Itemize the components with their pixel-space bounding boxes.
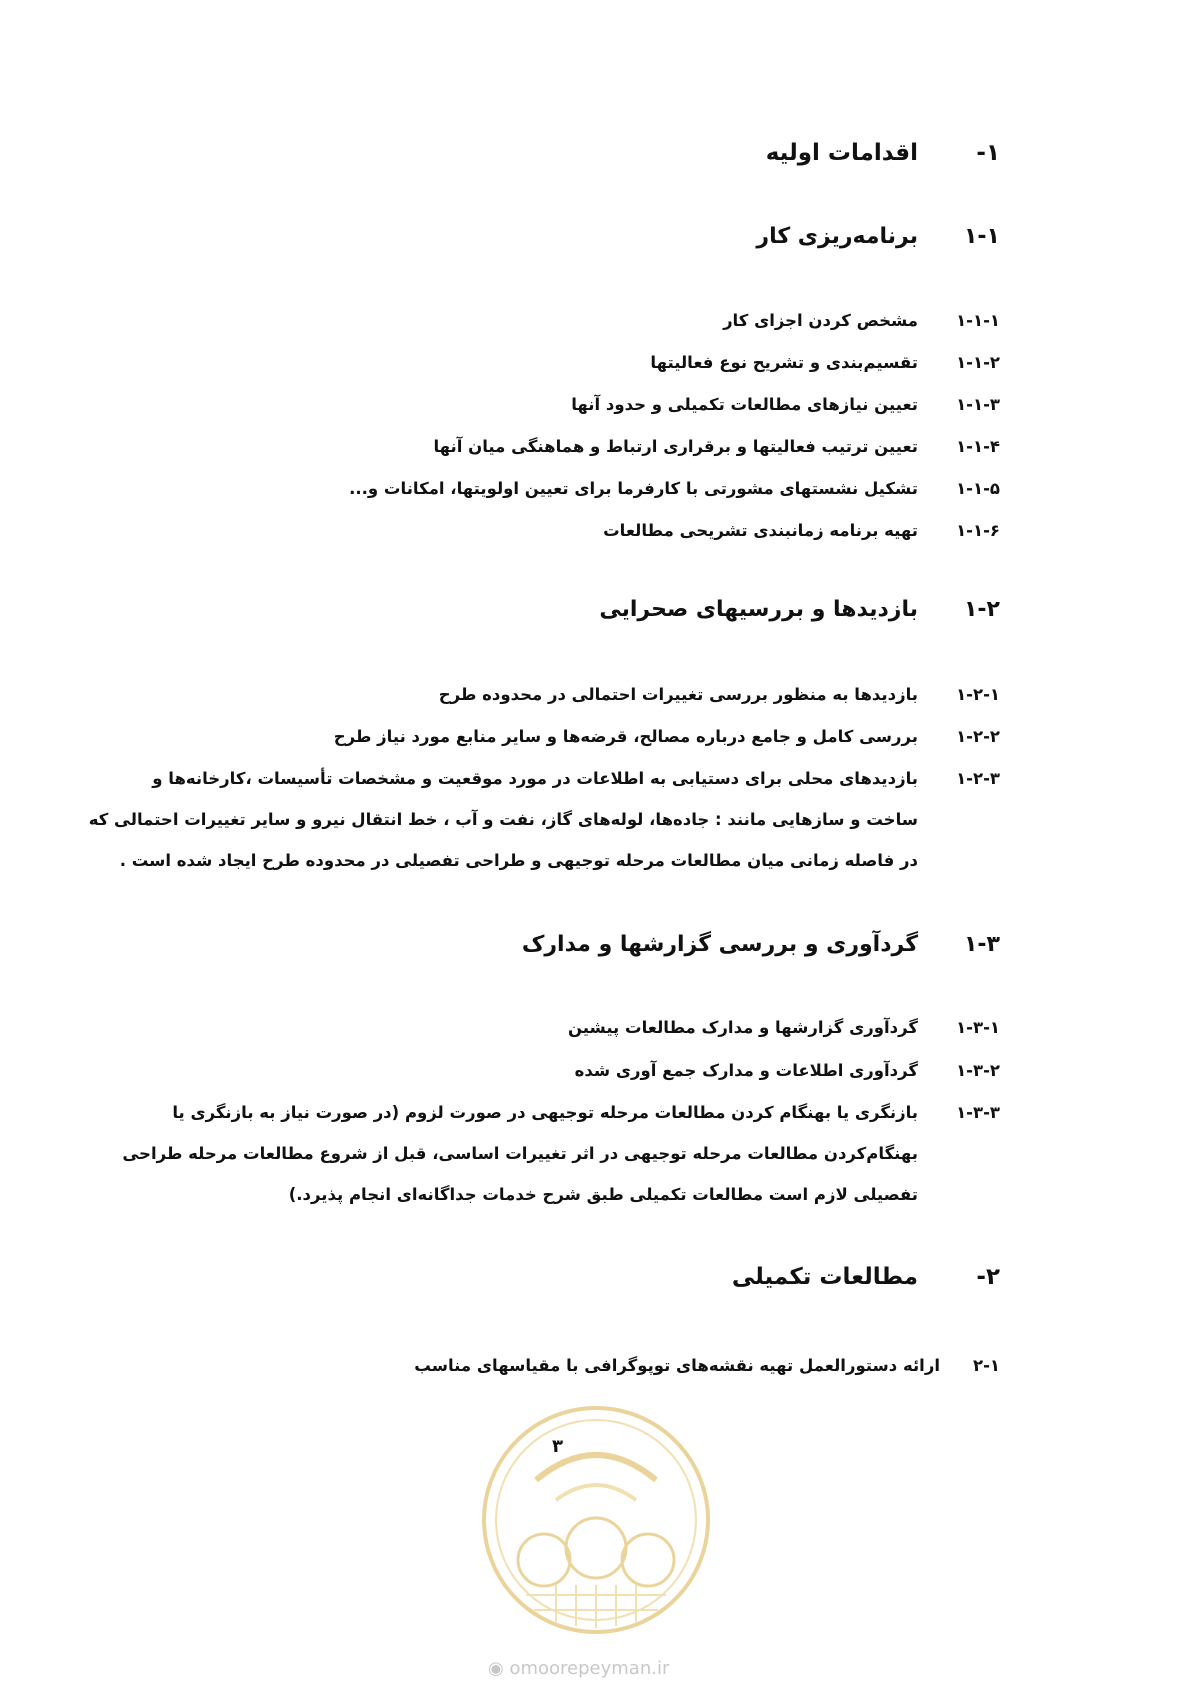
heading-title: اقدامات اولیه [765,140,918,166]
item-number: ۱-۱-۱ [956,311,1000,330]
list-item: مشخص کردن اجزای کار [723,311,918,330]
item-number: ۱-۳-۲ [956,1061,1000,1080]
item-number: ۱-۱-۴ [956,437,1000,456]
list-item: تشکیل نشستهای مشورتی با کارفرما برای تعیین اولویتها، امکانات و... [349,479,918,498]
list-item: گردآوری گزارشها و مدارک مطالعات پیشین [567,1018,918,1037]
watermark-url-text: omoorepeyman.ir [509,1658,670,1679]
subheading-title: گردآوری و بررسی گزارشها و مدارک [521,932,918,957]
seal-watermark-icon [476,1400,716,1640]
list-item: تهیه برنامه زمانبندی تشریحی مطالعات [603,521,918,540]
paragraph-line: بازدیدهای محلی برای دستیابی به اطلاعات در مورد موقعیت و مشخصات تأسیسات ،کارخانه‌ها و [152,769,918,788]
paragraph-line: بهنگام‌کردن مطالعات مرحله توجیهی در اثر تغییرات اساسی، قبل از شروع مطالعات مرحله طراحی [122,1144,918,1163]
heading-number: -۱ [976,140,1000,166]
list-item: بازدیدها به منظور بررسی تغییرات احتمالی در محدوده طرح [438,685,918,704]
item-number: ۱-۱-۳ [956,395,1000,414]
item-number: ۱-۱-۲ [956,353,1000,372]
subheading-title: برنامه‌ریزی کار [756,224,918,249]
list-item: تعیین ترتیب فعالیتها و برقراری ارتباط و هماهنگی میان آنها [433,437,918,456]
paragraph-line: بازنگری یا بهنگام کردن مطالعات مرحله توجیهی در صورت لزوم (در صورت نیاز به بازنگری یا [172,1103,918,1122]
heading-number: -۲ [976,1264,1000,1290]
heading-title: مطالعات تکمیلی [731,1264,918,1290]
item-number: ۲-۱ [973,1356,1000,1375]
watermark-url [488,1658,669,1679]
subheading-number: ۱-۳ [964,932,1000,957]
item-number: ۱-۱-۵ [956,479,1000,498]
item-number: ۱-۲-۲ [956,727,1000,746]
item-number: ۱-۱-۶ [956,521,1000,540]
item-number: ۱-۲-۳ [956,769,1000,788]
logo-icon: ◉ [488,1658,504,1679]
item-number: ۱-۲-۱ [956,685,1000,704]
paragraph-line: تفصیلی لازم است مطالعات تکمیلی طبق شرح خدمات جداگانه‌ای انجام پذیرد.) [288,1185,918,1204]
page-number: ۳ [552,1436,563,1457]
list-item: تقسیم‌بندی و تشریح نوع فعالیتها [650,353,918,372]
list-item: بررسی کامل و جامع درباره مصالح، قرضه‌ها و سایر منابع مورد نیاز طرح [333,727,918,746]
subheading-number: ۱-۲ [964,597,1000,622]
item-number: ۱-۳-۳ [956,1103,1000,1122]
list-item: گردآوری اطلاعات و مدارک جمع آوری شده [574,1061,918,1080]
item-number: ۱-۳-۱ [956,1018,1000,1037]
subheading-title: بازدیدها و بررسیهای صحرایی [599,597,918,622]
list-item: ارائه دستورالعمل تهیه نقشه‌های توپوگرافی با مقیاسهای مناسب [414,1356,940,1375]
paragraph-line: ساخت و سازهایی مانند : جاده‌ها، لوله‌های گاز، نفت و آب ، خط انتقال نیرو و سایر تغییرات احتمالی که [88,810,918,829]
subheading-number: ۱-۱ [964,224,1000,249]
list-item: تعیین نیازهای مطالعات تکمیلی و حدود آنها [571,395,918,414]
paragraph-line: در فاصله زمانی میان مطالعات مرحله توجیهی و طراحی تفصیلی در محدوده طرح ایجاد شده است . [119,851,918,870]
